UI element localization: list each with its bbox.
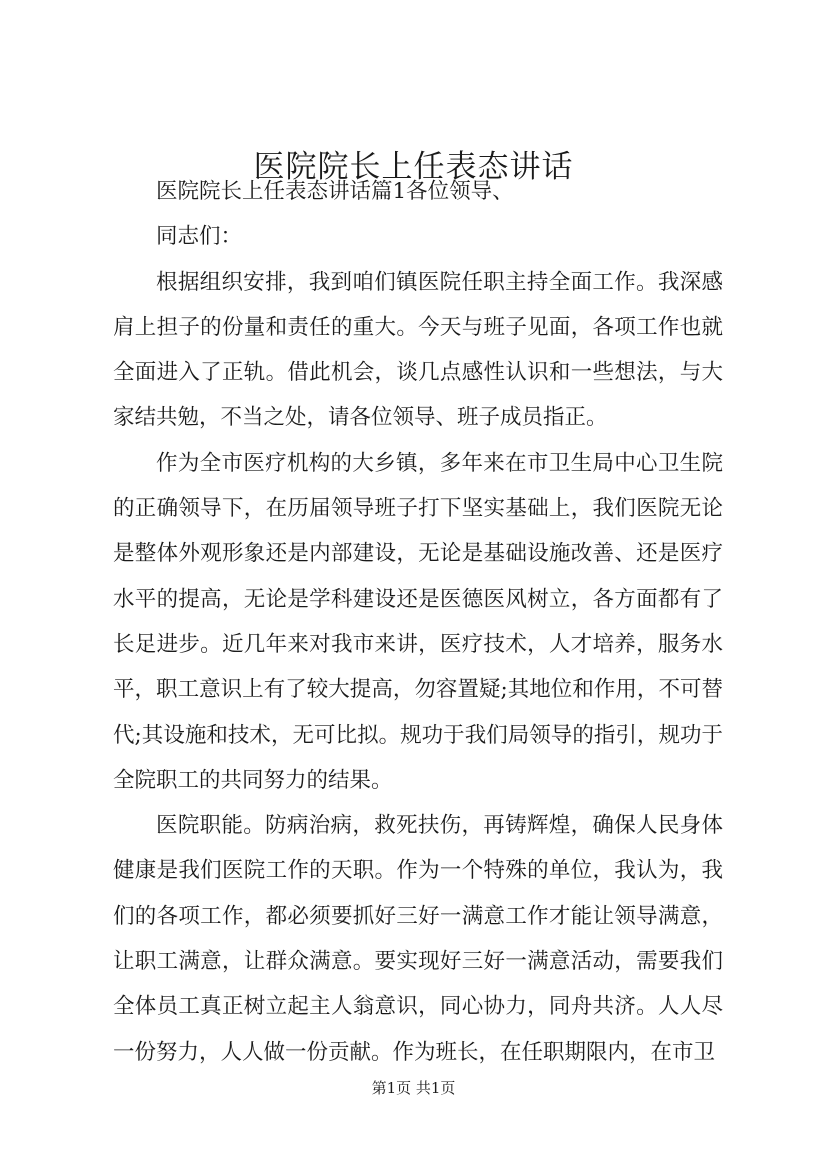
paragraph-1: 医院院长上任表态讲话篇1各位领导、 <box>156 179 514 204</box>
document-title: 医院院长上任表态讲话 <box>253 149 574 185</box>
document-body <box>113 169 723 1075</box>
page-footer: 第1页 共1页 <box>371 1079 456 1097</box>
paragraph-5: 医院职能。防病治病，救死扶伤，再铸辉煌，确保人民身体健康是我们医院工作的天职。作为一个特殊的单位，我认为，我们的各项工作，都必须要抓好三好一满意工作才能让领导满意，让职工满意，让群众满意。要实现好三好一满意活动，需要我们全体员工真正树立起主人翁意识，同心协力，同舟共济。人人尽一份努力，人人做一份贡献。作为班长，在任职期限内，在市卫 <box>113 813 723 1065</box>
paragraph-4: 作为全市医疗机构的大乡镇，多年来在市卫生局中心卫生院的正确领导下，在历届领导班子打下坚实基础上，我们医院无论是整体外观形象还是内部建设，无论是基础设施改善、还是医疗水平的提高，无论是学科建设还是医德医风树立，各方面都有了长足进步。近几年来对我市来讲，医疗技术，人才培养，服务水平，职工意识上有了较大提高，勿容置疑;其地位和作用，不可替代;其设施和技术，无可比拟。规功于我们局领导的指引，规功于全院职工的共同努力的结果。 <box>113 450 723 793</box>
paragraph-3: 根据组织安排，我到咱们镇医院任职主持全面工作。我深感肩上担子的份量和责任的重大。今天与班子见面，各项工作也就全面进入了正轨。借此机会，谈几点感性认识和一些想法，与大家结共勉，不当之处，请各位领导、班子成员指正。 <box>113 269 723 431</box>
paragraph-2: 同志们： <box>156 224 243 250</box>
